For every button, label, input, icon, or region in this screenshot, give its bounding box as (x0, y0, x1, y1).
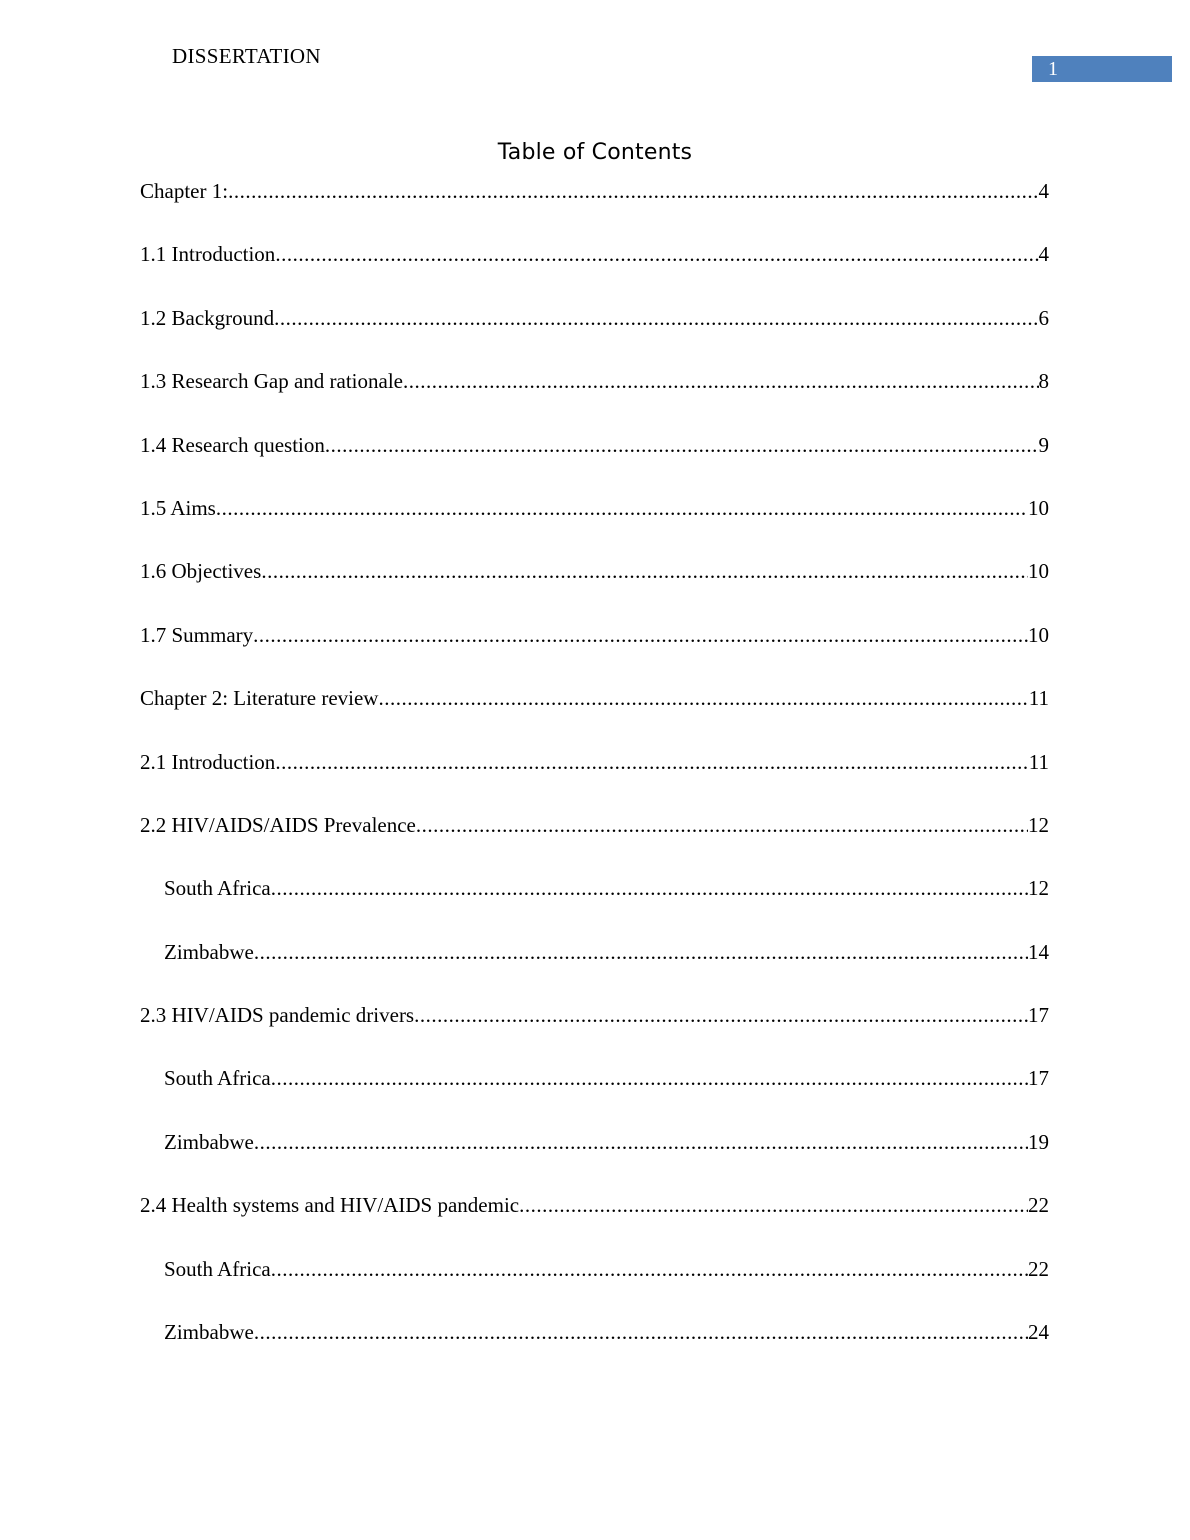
toc-dot-leader (274, 303, 1038, 333)
toc-entry-label: 1.7 Summary (140, 622, 254, 647)
toc-dot-leader (254, 937, 1028, 967)
toc-entry-2-2-zimbabwe[interactable] (140, 937, 1049, 1000)
toc-entry-label: 2.3 HIV/AIDS pandemic drivers (140, 1003, 415, 1028)
toc-dot-leader (519, 1190, 1028, 1220)
toc-entry-1-2-background[interactable] (140, 303, 1049, 366)
toc-entry-page: 19 (1028, 1129, 1049, 1154)
toc-entry-page: 24 (1028, 1320, 1049, 1345)
toc-entry-label: South Africa (164, 1066, 271, 1091)
toc-dot-leader (325, 430, 1039, 460)
toc-dot-leader (271, 873, 1028, 903)
toc-entry-page: 10 (1028, 495, 1049, 520)
toc-dot-leader (216, 493, 1028, 523)
toc-entry-page: 10 (1028, 622, 1049, 647)
toc-entry-page: 9 (1038, 432, 1049, 457)
toc-entry-2-1-introduction[interactable] (140, 747, 1049, 810)
toc-entry-page: 17 (1028, 1003, 1049, 1028)
toc-dot-leader (271, 1254, 1028, 1284)
toc-entry-page: 22 (1028, 1193, 1049, 1218)
toc-entry-page: 11 (1028, 686, 1049, 711)
toc-entry-chapter-1[interactable] (140, 176, 1049, 239)
toc-entry-chapter-2[interactable] (140, 683, 1049, 746)
toc-entry-page: 12 (1028, 812, 1049, 837)
toc-title: Table of Contents (497, 140, 693, 165)
page-number: 1 (1048, 58, 1058, 80)
toc-entry-page: 22 (1028, 1256, 1049, 1281)
toc-entry-label: 1.5 Aims (140, 495, 216, 520)
toc-entry-1-4-research-question[interactable] (140, 430, 1049, 493)
toc-dot-leader (275, 747, 1028, 777)
toc-entry-label: Chapter 1: (140, 179, 229, 203)
toc-entry-1-6-objectives[interactable] (140, 556, 1049, 619)
toc-dot-leader (254, 1127, 1028, 1157)
toc-dot-leader (414, 1000, 1028, 1030)
toc-entry-2-4-south-africa[interactable] (140, 1254, 1049, 1317)
toc-entry-2-4-zimbabwe[interactable] (140, 1317, 1049, 1380)
toc-entry-page: 17 (1028, 1066, 1049, 1091)
toc-entry-2-4-health-systems[interactable] (140, 1190, 1049, 1253)
toc-dot-leader (416, 810, 1028, 840)
toc-entry-1-3-research-gap[interactable] (140, 366, 1049, 429)
toc-entry-page: 14 (1028, 939, 1049, 964)
toc-entry-label: 1.1 Introduction (140, 242, 276, 267)
toc-entry-page: 8 (1038, 369, 1049, 394)
toc-entry-label: Zimbabwe (164, 939, 254, 964)
toc-entry-label: 1.6 Objectives (140, 559, 262, 584)
toc-entry-page: 12 (1028, 876, 1049, 901)
toc-entry-1-7-summary[interactable] (140, 620, 1049, 683)
toc-entry-page: 10 (1028, 559, 1049, 584)
toc-entry-label: South Africa (164, 1256, 271, 1281)
page-number-badge (1032, 56, 1172, 82)
toc-entry-1-1-introduction[interactable] (140, 239, 1049, 302)
toc-entry-label: 1.2 Background (140, 305, 275, 330)
toc-dot-leader (228, 176, 1038, 206)
toc-entry-page: 4 (1038, 179, 1049, 203)
toc-entry-1-5-aims[interactable] (140, 493, 1049, 556)
toc-dot-leader (261, 556, 1028, 586)
toc-dot-leader (271, 1063, 1028, 1093)
toc-dot-leader (275, 239, 1038, 269)
toc-entry-label: Zimbabwe (164, 1320, 254, 1345)
table-of-contents (140, 176, 1049, 1380)
toc-dot-leader (254, 1317, 1028, 1347)
toc-dot-leader (403, 366, 1039, 396)
toc-entry-label: 1.3 Research Gap and rationale (140, 369, 403, 394)
running-head: DISSERTATION (172, 44, 321, 68)
toc-entry-2-2-prevalence[interactable] (140, 810, 1049, 873)
toc-entry-label: 2.4 Health systems and HIV/AIDS pandemic (140, 1193, 520, 1218)
toc-entry-label: Chapter 2: Literature review (140, 686, 379, 711)
toc-entry-label: 2.2 HIV/AIDS/AIDS Prevalence (140, 812, 416, 837)
toc-entry-2-3-pandemic-drivers[interactable] (140, 1000, 1049, 1063)
toc-entry-page: 11 (1028, 749, 1049, 774)
toc-entry-label: Zimbabwe (164, 1129, 254, 1154)
toc-dot-leader (378, 683, 1028, 713)
toc-entry-label: 1.4 Research question (140, 432, 325, 457)
toc-entry-page: 4 (1038, 242, 1049, 267)
toc-entry-page: 6 (1038, 305, 1049, 330)
toc-entry-label: South Africa (164, 876, 271, 901)
toc-entry-label: 2.1 Introduction (140, 749, 276, 774)
toc-entry-2-2-south-africa[interactable] (140, 873, 1049, 936)
toc-dot-leader (253, 620, 1028, 650)
toc-entry-2-3-zimbabwe[interactable] (140, 1127, 1049, 1190)
toc-entry-2-3-south-africa[interactable] (140, 1063, 1049, 1126)
